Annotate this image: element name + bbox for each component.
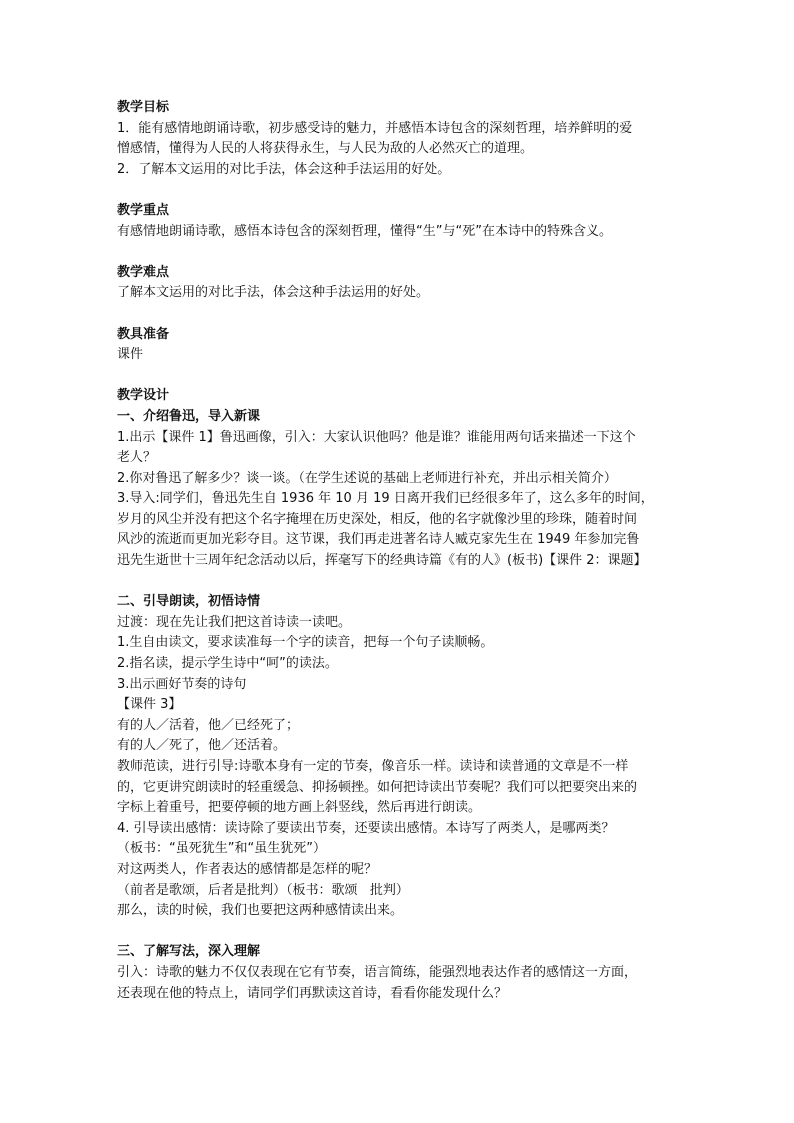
spacer (117, 572, 683, 593)
text-line: 迅先生逝世十三周年纪念活动以后，挥毫写下的经典诗篇《有的人》(板书)【课件 2：课题】 (117, 553, 647, 569)
design-part-3 (117, 942, 683, 1004)
text-line: 那么，读的时候，我们也要把这两种感情读出来。 (117, 903, 404, 919)
text-line: 4. 引导读出感情：读诗除了要读出节奏，还要读出感情。本诗写了两类人，是哪两类？ (117, 820, 615, 836)
section-heading: 教学重点 (117, 202, 170, 218)
poem-line: 有的人／活着，他／已经死了； (117, 717, 300, 733)
text-line: 教师范读，进行引导:诗歌本身有一定的节奏，像音乐一样。读诗和读普通的文章是不一样 (117, 759, 629, 774)
section-heading: 教具准备 (117, 326, 170, 342)
text-line: 3.出示画好节奏的诗句 (117, 676, 247, 692)
text-line: （板书：“虽死犹生”和“虽生犹死”） (117, 841, 326, 857)
poem-line: 有的人／死了，他／还活着。 (117, 738, 287, 754)
text-line: 2.指名读，提示学生诗中“呵”的读法。 (117, 656, 338, 672)
text-line: 2.你对鲁迅了解多少？谈一谈。（在学生述说的基础上老师进行补充，并出示相关简介） (117, 470, 617, 486)
spacer (117, 304, 683, 325)
text-line: 2．了解本文运用的对比手法，体会这种手法运用的好处。 (117, 161, 451, 177)
lesson-plan-document (117, 98, 683, 1004)
text-line: 课件 (117, 347, 144, 363)
text-line: 的，它更讲究朗读时的轻重缓急、抑扬顿挫。如何把诗读出节奏呢？我们可以把要突出来的 (117, 779, 638, 795)
spacer (117, 180, 683, 201)
text-line: 老人？ (117, 450, 157, 466)
text-line: 字标上着重号，把要停顿的地方画上斜竖线，然后再进行朗读。 (117, 800, 482, 816)
section-difficulties (117, 263, 683, 304)
spacer (117, 242, 683, 263)
subsection-heading: 三、了解写法，深入理解 (117, 944, 261, 960)
section-materials (117, 325, 683, 366)
design-part-2 (117, 592, 683, 922)
text-line: 风沙的流逝而更加光彩夺目。这节课，我们再走进著名诗人臧克家先生在 1949 年参加完鲁 (117, 532, 640, 548)
section-heading: 教学设计 (117, 388, 170, 404)
text-line: 还表现在他的特点上，请同学们再默读这首诗，看看你能发现什么？ (117, 985, 508, 1001)
text-line: （前者是歌颂，后者是批判）（板书：歌颂 批判） (117, 882, 409, 898)
subsection-heading: 二、引导朗读，初悟诗情 (117, 594, 261, 610)
text-line: 了解本文运用的对比手法，体会这种手法运用的好处。 (117, 285, 430, 301)
text-line: 1.出示【课件 1】鲁迅画像，引入：大家认识他吗？他是谁？谁能用两句话来描述一下这个 (117, 429, 636, 445)
subsection-heading: 一、介绍鲁迅，导入新课 (117, 408, 261, 424)
text-line: 过渡：现在先让我们把这首诗读一读吧。 (117, 614, 352, 630)
text-line: 3.导入:同学们，鲁迅先生自 1936 年 10 月 19 日离开我们已经很多年了，这么多年的时间， (117, 491, 654, 507)
section-heading: 教学难点 (117, 264, 170, 280)
text-line: 引入：诗歌的魅力不仅仅表现在它有节奏，语言简练，能强烈地表达作者的感情这一方面， (117, 964, 638, 980)
section-design (117, 386, 683, 1004)
spacer (117, 922, 683, 943)
text-line: 1.生自由读文，要求读准每一个字的读音，把每一个句子读顺畅。 (117, 635, 494, 651)
text-line: 憎感情，懂得为人民的人将获得永生，与人民为敌的人必然灭亡的道理。 (117, 141, 534, 157)
section-key-points (117, 201, 683, 242)
text-line: 对这两类人，作者表达的感情都是怎样的呢？ (117, 861, 378, 877)
section-objectives (117, 98, 683, 180)
design-part-1 (117, 407, 683, 572)
spacer (117, 366, 683, 387)
section-heading: 教学目标 (117, 100, 170, 115)
text-line: 【课件 3】 (117, 697, 182, 713)
text-line: 有感情地朗诵诗歌，感悟本诗包含的深刻哲理，懂得“生”与“死”在本诗中的特殊含义。 (117, 223, 612, 239)
text-line: 1．能有感情地朗诵诗歌，初步感受诗的魅力，并感悟本诗包含的深刻哲理，培养鲜明的爱 (117, 120, 633, 136)
text-line: 岁月的风尘并没有把这个名字掩埋在历史深处，相反，他的名字就像沙里的珍珠，随着时间 (117, 511, 638, 527)
